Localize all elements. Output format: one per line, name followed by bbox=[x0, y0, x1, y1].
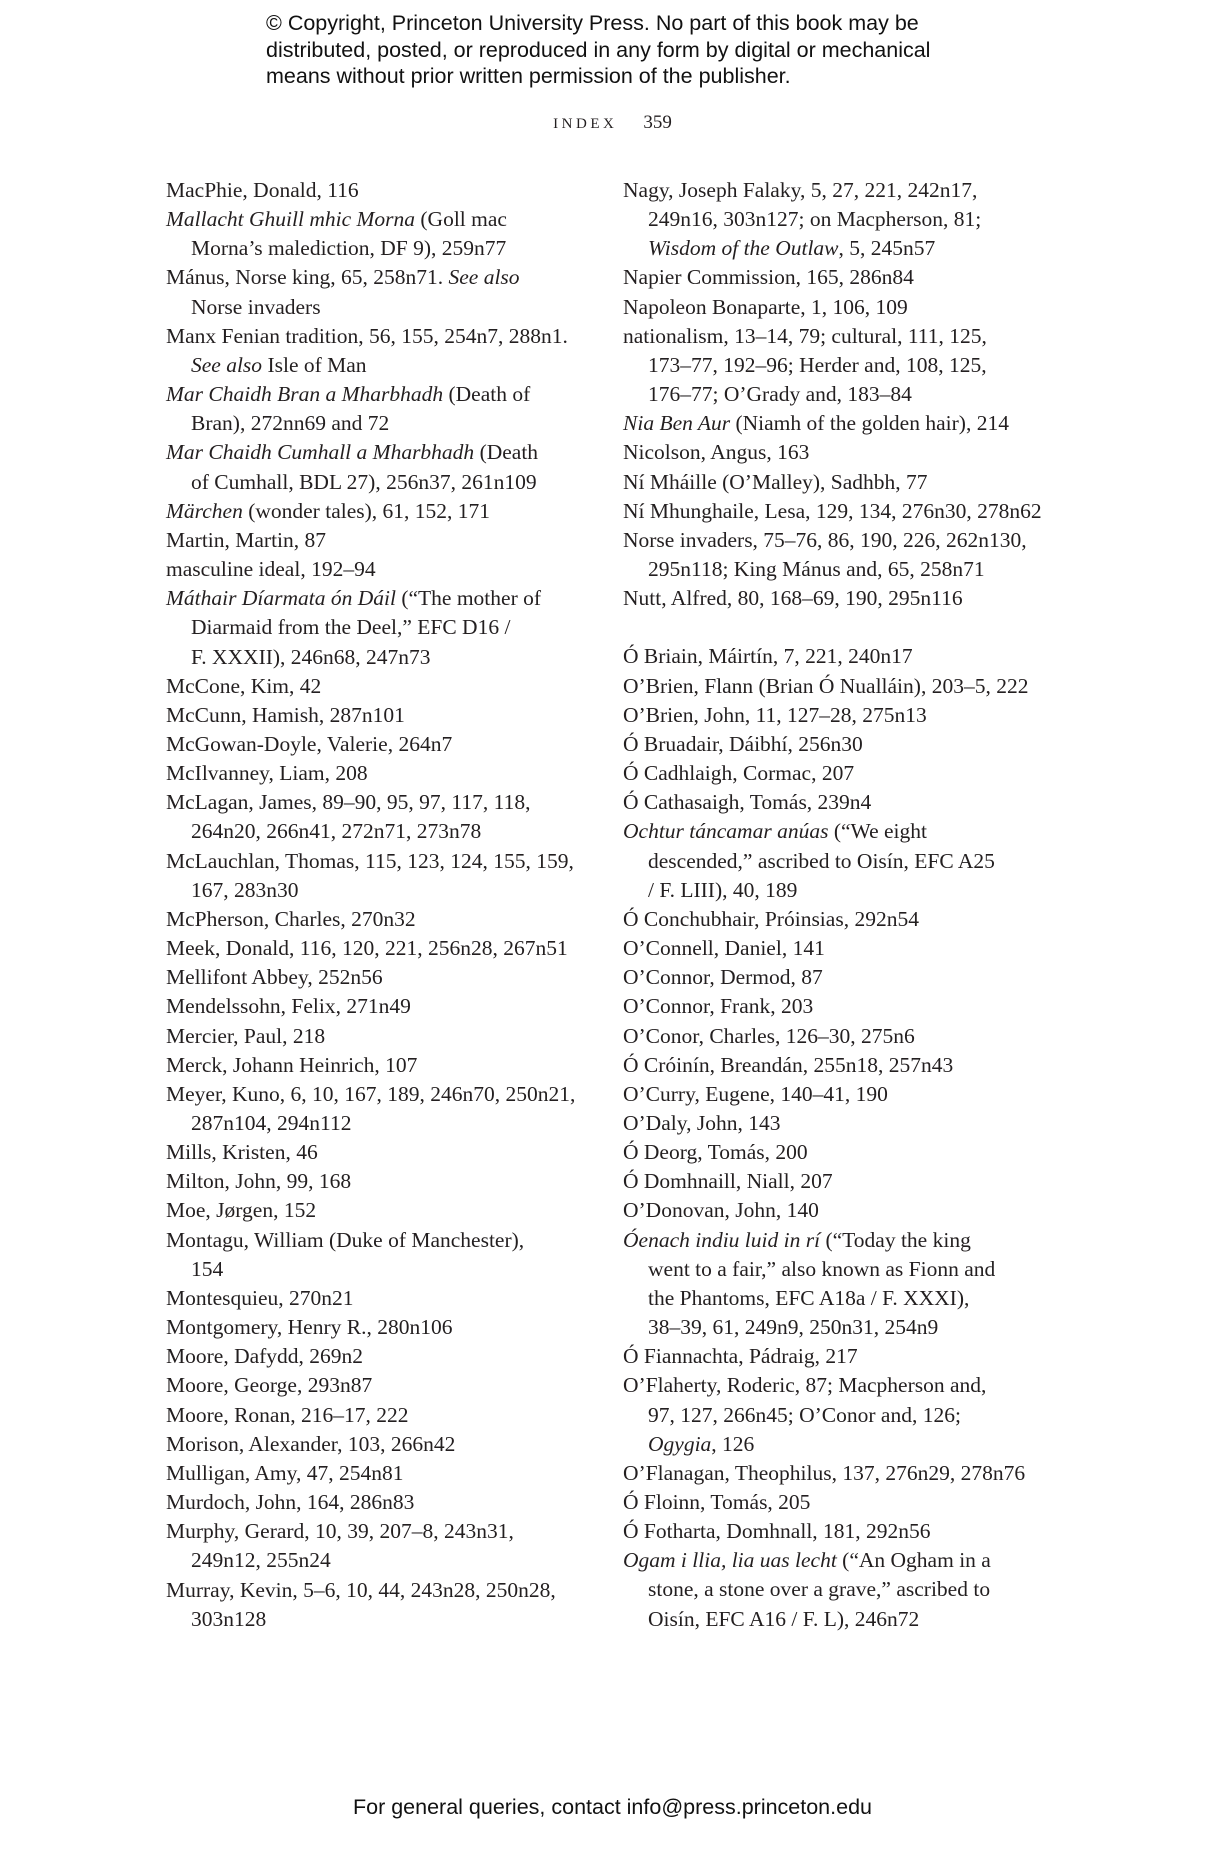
index-column-right bbox=[623, 176, 1063, 1634]
index-entry: McIlvanney, Liam, 208 bbox=[166, 761, 368, 786]
index-entry: Ní Mhunghaile, Lesa, 129, 134, 276n30, 278n62 bbox=[623, 498, 1042, 523]
index-entry: Norse invaders, 75–76, 86, 190, 226, 262n130, 295n118; King Mánus and, 65, 258n71 bbox=[623, 527, 1027, 582]
page-number: 359 bbox=[643, 112, 672, 133]
index-entry: Moore, Dafydd, 269n2 bbox=[166, 1344, 364, 1369]
index-entry: Mellifont Abbey, 252n56 bbox=[166, 965, 383, 990]
index-entry: Nicolson, Angus, 163 bbox=[623, 440, 810, 465]
index-entry: O’Brien, John, 11, 127–28, 275n13 bbox=[623, 702, 927, 727]
index-entry: Milton, John, 99, 168 bbox=[166, 1169, 352, 1194]
index-entry: Märchen (wonder tales), 61, 152, 171 bbox=[166, 498, 491, 523]
index-entry: Ní Mháille (O’Malley), Sadhbh, 77 bbox=[623, 469, 928, 494]
index-entry: Ó Fotharta, Domhnall, 181, 292n56 bbox=[623, 1519, 931, 1544]
index-entry: O’Curry, Eugene, 140–41, 190 bbox=[623, 1081, 888, 1106]
footer-contact: For general queries, contact info@press.princeton.edu bbox=[352, 1795, 872, 1819]
index-entry: Ochtur táncamar anúas (“We eight descended,” ascribed to Oisín, EFC A25 / F. LIII), 40, 189 bbox=[623, 819, 995, 902]
index-entry: O’Connor, Dermod, 87 bbox=[623, 965, 823, 990]
index-entry: Moe, Jørgen, 152 bbox=[166, 1198, 317, 1223]
index-entry: nationalism, 13–14, 79; cultural, 111, 125, 173–77, 192–96; Herder and, 108, 125, 176–77; O’Grady and, 183–84 bbox=[623, 323, 987, 407]
index-entry: O’Flanagan, Theophilus, 137, 276n29, 278n76 bbox=[623, 1460, 1026, 1485]
index-entry: Manx Fenian tradition, 56, 155, 254n7, 288n1. See also Isle of Man bbox=[166, 323, 568, 377]
index-entry: Ó Fiannachta, Pádraig, 217 bbox=[623, 1344, 858, 1369]
index-entry: Ogam i llia, lia uas lecht (“An Ogham in a stone, a stone over a grave,” ascribed to Oisín, EFC A16 / F. L), 246n72 bbox=[623, 1548, 991, 1631]
index-entry: Montagu, William (Duke of Manchester), 154 bbox=[166, 1227, 525, 1281]
running-head bbox=[0, 112, 1225, 134]
copyright-line: © Copyright, Princeton University Press. No part of this book may be bbox=[266, 11, 919, 35]
index-entry: Mills, Kristen, 46 bbox=[166, 1140, 318, 1165]
index-entry: Merck, Johann Heinrich, 107 bbox=[166, 1052, 418, 1077]
index-entry: Meyer, Kuno, 6, 10, 167, 189, 246n70, 250n21, 287n104, 294n112 bbox=[166, 1081, 576, 1135]
index-entry: Mar Chaidh Cumhall a Mharbhadh (Death of Cumhall, BDL 27), 256n37, 261n109 bbox=[166, 440, 539, 494]
index-entry: Mánus, Norse king, 65, 258n71. See also Norse invaders bbox=[166, 265, 520, 319]
section-gap bbox=[623, 613, 1063, 642]
index-entry: Ó Cróinín, Breandán, 255n18, 257n43 bbox=[623, 1052, 954, 1077]
index-entry: Napier Commission, 165, 286n84 bbox=[623, 265, 914, 290]
index-entry: Ó Conchubhair, Próinsias, 292n54 bbox=[623, 906, 919, 931]
index-entry: O’Donovan, John, 140 bbox=[623, 1198, 819, 1223]
index-entry: Nagy, Joseph Falaky, 5, 27, 221, 242n17, 249n16, 303n127; on Macpherson, 81; Wisdom of the Outlaw, 5, 245n57 bbox=[623, 178, 982, 261]
index-entry: Moore, Ronan, 216–17, 222 bbox=[166, 1402, 409, 1427]
copyright-notice bbox=[266, 10, 1026, 90]
index-entry: O’Connor, Frank, 203 bbox=[623, 994, 814, 1019]
running-head-label: INDEX bbox=[553, 116, 618, 132]
index-entry: Morison, Alexander, 103, 266n42 bbox=[166, 1431, 456, 1456]
index-entry: McCunn, Hamish, 287n101 bbox=[166, 702, 405, 727]
index-entry: Nia Ben Aur (Niamh of the golden hair), 214 bbox=[623, 411, 1009, 436]
index-entry: Ó Deorg, Tomás, 200 bbox=[623, 1140, 808, 1165]
index-entry: Montgomery, Henry R., 280n106 bbox=[166, 1315, 453, 1340]
index-entry: O’Brien, Flann (Brian Ó Nualláin), 203–5, 222 bbox=[623, 673, 1029, 698]
index-entry: McPherson, Charles, 270n32 bbox=[166, 906, 416, 931]
index-entry: Ó Briain, Máirtín, 7, 221, 240n17 bbox=[623, 644, 913, 669]
index-entry: Ó Floinn, Tomás, 205 bbox=[623, 1490, 811, 1515]
index-entry: Mar Chaidh Bran a Mharbhadh (Death of Bran), 272nn69 and 72 bbox=[166, 382, 531, 436]
index-entry: Montesquieu, 270n21 bbox=[166, 1285, 354, 1310]
index-entry: Mercier, Paul, 218 bbox=[166, 1023, 326, 1048]
index-entry: Mulligan, Amy, 47, 254n81 bbox=[166, 1460, 404, 1485]
index-entry: Ó Bruadair, Dáibhí, 256n30 bbox=[623, 731, 863, 756]
copyright-line: means without prior written permission of the publisher. bbox=[266, 64, 791, 88]
index-entry: Meek, Donald, 116, 120, 221, 256n28, 267n51 bbox=[166, 936, 568, 961]
index-entry: Ó Cadhlaigh, Cormac, 207 bbox=[623, 761, 855, 786]
index-entry: Ó Cathasaigh, Tomás, 239n4 bbox=[623, 790, 872, 815]
index-entry: Máthair Díarmata ón Dáil (“The mother of Diarmaid from the Deel,” EFC D16 / F. XXXII), 246n68, 247n73 bbox=[166, 586, 542, 669]
index-entry: Murray, Kevin, 5–6, 10, 44, 243n28, 250n28, 303n128 bbox=[166, 1577, 556, 1631]
index-entry: Martin, Martin, 87 bbox=[166, 527, 327, 552]
index-entry: McCone, Kim, 42 bbox=[166, 673, 322, 698]
copyright-line: distributed, posted, or reproduced in any form by digital or mechanical bbox=[266, 37, 931, 62]
index-entry: McLagan, James, 89–90, 95, 97, 117, 118, 264n20, 266n41, 272n71, 273n78 bbox=[166, 790, 531, 844]
index-entry: O’Daly, John, 143 bbox=[623, 1110, 781, 1135]
index-entry: Mallacht Ghuill mhic Morna (Goll mac Morna’s malediction, DF 9), 259n77 bbox=[166, 207, 507, 261]
index-entry: O’Conor, Charles, 126–30, 275n6 bbox=[623, 1023, 915, 1048]
index-entry: O’Connell, Daniel, 141 bbox=[623, 936, 825, 961]
index-entry: Napoleon Bonaparte, 1, 106, 109 bbox=[623, 294, 908, 319]
index-entry: Murdoch, John, 164, 286n83 bbox=[166, 1490, 415, 1515]
index-entry: Moore, George, 293n87 bbox=[166, 1373, 373, 1398]
index-entry: McGowan-Doyle, Valerie, 264n7 bbox=[166, 731, 453, 756]
index-column-left bbox=[166, 176, 586, 1634]
index-entry: Mendelssohn, Felix, 271n49 bbox=[166, 994, 411, 1019]
index-entry: O’Flaherty, Roderic, 87; Macpherson and, 97, 127, 266n45; O’Conor and, 126; Ogygia, 126 bbox=[623, 1373, 987, 1456]
index-entry: Ó Domhnaill, Niall, 207 bbox=[623, 1169, 833, 1194]
index-entry: Nutt, Alfred, 80, 168–69, 190, 295n116 bbox=[623, 586, 963, 611]
index-entry: masculine ideal, 192–94 bbox=[166, 557, 376, 582]
index-entry: Murphy, Gerard, 10, 39, 207–8, 243n31, 249n12, 255n24 bbox=[166, 1519, 514, 1573]
index-entry: Óenach indiu luid in rí (“Today the king went to a fair,” also known as Fionn and the Phantoms, EFC A18a / F. XXXI), 38–39, 61, 249n9, 250n31, 254n9 bbox=[623, 1227, 996, 1340]
index-entry: McLauchlan, Thomas, 115, 123, 124, 155, 159, 167, 283n30 bbox=[166, 848, 574, 902]
index-entry: MacPhie, Donald, 116 bbox=[166, 178, 359, 202]
